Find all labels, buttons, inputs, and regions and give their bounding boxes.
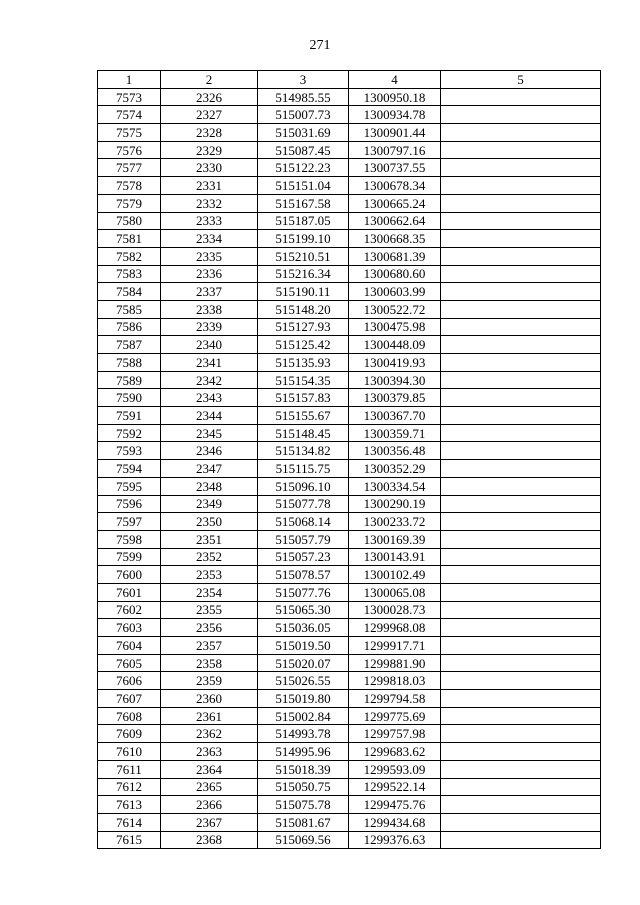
table-cell-col-5 — [441, 124, 601, 142]
table-cell-col-4: 1300662.64 — [349, 212, 441, 230]
table-cell-col-1: 7586 — [98, 318, 161, 336]
table-cell-col-3: 515187.05 — [258, 212, 349, 230]
table-cell-col-5 — [441, 247, 601, 265]
table-cell-col-1: 7611 — [98, 760, 161, 778]
table-cell-col-3: 515148.45 — [258, 424, 349, 442]
table-cell-col-5 — [441, 230, 601, 248]
table-cell-col-3: 515018.39 — [258, 760, 349, 778]
table-cell-col-4: 1300102.49 — [349, 566, 441, 584]
table-cell-col-5 — [441, 159, 601, 177]
table-cell-col-2: 2335 — [161, 247, 258, 265]
table-cell-col-3: 515190.11 — [258, 283, 349, 301]
table-header — [98, 71, 601, 89]
table-cell-col-3: 515155.67 — [258, 407, 349, 425]
table-cell-col-3: 515134.82 — [258, 442, 349, 460]
table-cell-col-3: 515019.80 — [258, 690, 349, 708]
table-cell-col-2: 2331 — [161, 177, 258, 195]
table-row — [98, 513, 601, 531]
table-cell-col-4: 1299757.98 — [349, 725, 441, 743]
table-cell-col-1: 7615 — [98, 831, 161, 849]
table-row — [98, 672, 601, 690]
table-row — [98, 495, 601, 513]
table-cell-col-2: 2328 — [161, 124, 258, 142]
table-cell-col-3: 515057.79 — [258, 530, 349, 548]
table-cell-col-5 — [441, 619, 601, 637]
table-cell-col-4: 1299794.58 — [349, 690, 441, 708]
table-cell-col-4: 1300359.71 — [349, 424, 441, 442]
table-cell-col-1: 7612 — [98, 778, 161, 796]
table-cell-col-5 — [441, 265, 601, 283]
table-cell-col-1: 7614 — [98, 813, 161, 831]
table-row — [98, 548, 601, 566]
table-row — [98, 690, 601, 708]
table-row — [98, 177, 601, 195]
table-cell-col-2: 2355 — [161, 601, 258, 619]
table-cell-col-3: 515002.84 — [258, 707, 349, 725]
table-cell-col-2: 2350 — [161, 513, 258, 531]
table-cell-col-4: 1300169.39 — [349, 530, 441, 548]
table-cell-col-4: 1300950.18 — [349, 88, 441, 106]
table-cell-col-3: 515135.93 — [258, 354, 349, 372]
table-cell-col-4: 1300901.44 — [349, 124, 441, 142]
table-cell-col-2: 2353 — [161, 566, 258, 584]
table-cell-col-3: 515122.23 — [258, 159, 349, 177]
table-cell-col-4: 1299683.62 — [349, 743, 441, 761]
table-cell-col-5 — [441, 530, 601, 548]
table-row — [98, 247, 601, 265]
table-row — [98, 831, 601, 849]
table-cell-col-1: 7589 — [98, 371, 161, 389]
table-cell-col-3: 515115.75 — [258, 460, 349, 478]
table-cell-col-1: 7604 — [98, 637, 161, 655]
table-cell-col-4: 1300356.48 — [349, 442, 441, 460]
table-cell-col-2: 2330 — [161, 159, 258, 177]
table-cell-col-3: 514993.78 — [258, 725, 349, 743]
table-row — [98, 583, 601, 601]
table-row — [98, 300, 601, 318]
table-cell-col-1: 7575 — [98, 124, 161, 142]
table-cell-col-1: 7610 — [98, 743, 161, 761]
table-cell-col-5 — [441, 796, 601, 814]
table-cell-col-5 — [441, 583, 601, 601]
table-cell-col-5 — [441, 672, 601, 690]
table-cell-col-3: 515151.04 — [258, 177, 349, 195]
table-cell-col-5 — [441, 177, 601, 195]
table-cell-col-4: 1300028.73 — [349, 601, 441, 619]
table-cell-col-1: 7573 — [98, 88, 161, 106]
table-cell-col-5 — [441, 354, 601, 372]
table-cell-col-5 — [441, 442, 601, 460]
table-row — [98, 389, 601, 407]
table-cell-col-1: 7599 — [98, 548, 161, 566]
table-cell-col-4: 1300290.19 — [349, 495, 441, 513]
table-cell-col-5 — [441, 725, 601, 743]
table-row — [98, 230, 601, 248]
table-cell-col-2: 2356 — [161, 619, 258, 637]
table-cell-col-2: 2352 — [161, 548, 258, 566]
table-row — [98, 566, 601, 584]
table-cell-col-1: 7582 — [98, 247, 161, 265]
coordinates-table — [97, 70, 601, 849]
table-cell-col-4: 1299917.71 — [349, 637, 441, 655]
table-cell-col-4: 1300367.70 — [349, 407, 441, 425]
table-cell-col-3: 515148.20 — [258, 300, 349, 318]
table-cell-col-1: 7608 — [98, 707, 161, 725]
table-row — [98, 212, 601, 230]
table-row — [98, 796, 601, 814]
table-row — [98, 194, 601, 212]
table-cell-col-5 — [441, 566, 601, 584]
table-cell-col-1: 7583 — [98, 265, 161, 283]
table-cell-col-1: 7574 — [98, 106, 161, 124]
table-cell-col-4: 1299818.03 — [349, 672, 441, 690]
table-cell-col-1: 7598 — [98, 530, 161, 548]
table-cell-col-2: 2341 — [161, 354, 258, 372]
table-cell-col-2: 2336 — [161, 265, 258, 283]
table-cell-col-1: 7587 — [98, 336, 161, 354]
table-cell-col-5 — [441, 495, 601, 513]
table-cell-col-1: 7603 — [98, 619, 161, 637]
table-cell-col-5 — [441, 336, 601, 354]
table-cell-col-1: 7600 — [98, 566, 161, 584]
table-cell-col-1: 7577 — [98, 159, 161, 177]
table-cell-col-4: 1299775.69 — [349, 707, 441, 725]
table-cell-col-3: 515068.14 — [258, 513, 349, 531]
table-cell-col-4: 1300233.72 — [349, 513, 441, 531]
table-cell-col-2: 2327 — [161, 106, 258, 124]
table-cell-col-4: 1300448.09 — [349, 336, 441, 354]
table-cell-col-4: 1299522.14 — [349, 778, 441, 796]
table-cell-col-4: 1300065.08 — [349, 583, 441, 601]
table-cell-col-3: 515081.67 — [258, 813, 349, 831]
table-cell-col-3: 515154.35 — [258, 371, 349, 389]
table-cell-col-3: 515019.50 — [258, 637, 349, 655]
table-cell-col-4: 1300678.34 — [349, 177, 441, 195]
table-cell-col-4: 1300379.85 — [349, 389, 441, 407]
table-cell-col-1: 7576 — [98, 141, 161, 159]
table-cell-col-2: 2349 — [161, 495, 258, 513]
table-cell-col-2: 2343 — [161, 389, 258, 407]
table-cell-col-1: 7579 — [98, 194, 161, 212]
header-cell-2: 2 — [161, 71, 258, 89]
table-cell-col-1: 7601 — [98, 583, 161, 601]
table-cell-col-2: 2346 — [161, 442, 258, 460]
table-cell-col-2: 2326 — [161, 88, 258, 106]
table-cell-col-4: 1300394.30 — [349, 371, 441, 389]
table-row — [98, 743, 601, 761]
table-cell-col-1: 7592 — [98, 424, 161, 442]
table-cell-col-4: 1299881.90 — [349, 654, 441, 672]
table-cell-col-1: 7613 — [98, 796, 161, 814]
table-cell-col-3: 515007.73 — [258, 106, 349, 124]
page-number: 271 — [309, 38, 331, 53]
table-cell-col-1: 7607 — [98, 690, 161, 708]
table-cell-col-5 — [441, 106, 601, 124]
table-cell-col-1: 7594 — [98, 460, 161, 478]
table-row — [98, 354, 601, 372]
table-cell-col-5 — [441, 194, 601, 212]
table-cell-col-4: 1300934.78 — [349, 106, 441, 124]
table-cell-col-5 — [441, 389, 601, 407]
table-cell-col-2: 2333 — [161, 212, 258, 230]
table-row — [98, 265, 601, 283]
table-cell-col-5 — [441, 407, 601, 425]
table-row — [98, 336, 601, 354]
table-row — [98, 778, 601, 796]
table-cell-col-3: 515031.69 — [258, 124, 349, 142]
table-cell-col-1: 7595 — [98, 477, 161, 495]
table-cell-col-4: 1300352.29 — [349, 460, 441, 478]
table-cell-col-2: 2338 — [161, 300, 258, 318]
header-cell-1: 1 — [98, 71, 161, 89]
table-cell-col-3: 514985.55 — [258, 88, 349, 106]
table-cell-col-1: 7602 — [98, 601, 161, 619]
table-cell-col-3: 515077.78 — [258, 495, 349, 513]
table-cell-col-3: 515167.58 — [258, 194, 349, 212]
table-cell-col-2: 2357 — [161, 637, 258, 655]
table-cell-col-1: 7597 — [98, 513, 161, 531]
table-cell-col-1: 7605 — [98, 654, 161, 672]
table-row — [98, 424, 601, 442]
table-cell-col-2: 2332 — [161, 194, 258, 212]
table-cell-col-1: 7584 — [98, 283, 161, 301]
table-cell-col-2: 2339 — [161, 318, 258, 336]
table-cell-col-2: 2358 — [161, 654, 258, 672]
table-cell-col-2: 2366 — [161, 796, 258, 814]
table-cell-col-1: 7588 — [98, 354, 161, 372]
table-cell-col-3: 515036.05 — [258, 619, 349, 637]
table-cell-col-5 — [441, 690, 601, 708]
table-cell-col-5 — [441, 513, 601, 531]
table-cell-col-3: 515069.56 — [258, 831, 349, 849]
table-cell-col-5 — [441, 212, 601, 230]
table-row — [98, 141, 601, 159]
table-cell-col-4: 1299968.08 — [349, 619, 441, 637]
table-row — [98, 654, 601, 672]
table-cell-col-3: 515096.10 — [258, 477, 349, 495]
table-row — [98, 707, 601, 725]
table-cell-col-4: 1300475.98 — [349, 318, 441, 336]
table-cell-col-3: 515199.10 — [258, 230, 349, 248]
table-cell-col-5 — [441, 141, 601, 159]
table-cell-col-4: 1300668.35 — [349, 230, 441, 248]
table-cell-col-4: 1300797.16 — [349, 141, 441, 159]
table-cell-col-3: 515075.78 — [258, 796, 349, 814]
table-cell-col-2: 2329 — [161, 141, 258, 159]
table-row — [98, 88, 601, 106]
table-row — [98, 813, 601, 831]
table-row — [98, 601, 601, 619]
table-row — [98, 477, 601, 495]
table-cell-col-5 — [441, 760, 601, 778]
table-row — [98, 460, 601, 478]
table-cell-col-5 — [441, 548, 601, 566]
table-cell-col-1: 7593 — [98, 442, 161, 460]
table-cell-col-1: 7606 — [98, 672, 161, 690]
table-cell-col-5 — [441, 601, 601, 619]
table-cell-col-2: 2344 — [161, 407, 258, 425]
table-cell-col-4: 1300681.39 — [349, 247, 441, 265]
table-cell-col-3: 515057.23 — [258, 548, 349, 566]
table-row — [98, 619, 601, 637]
table-cell-col-5 — [441, 637, 601, 655]
table-cell-col-1: 7591 — [98, 407, 161, 425]
table-cell-col-4: 1300334.54 — [349, 477, 441, 495]
table-cell-col-5 — [441, 813, 601, 831]
table-cell-col-1: 7585 — [98, 300, 161, 318]
table-cell-col-3: 515020.07 — [258, 654, 349, 672]
table-cell-col-2: 2347 — [161, 460, 258, 478]
table-cell-col-4: 1300603.99 — [349, 283, 441, 301]
table-cell-col-2: 2334 — [161, 230, 258, 248]
table-cell-col-5 — [441, 371, 601, 389]
table-cell-col-3: 515210.51 — [258, 247, 349, 265]
table-cell-col-2: 2354 — [161, 583, 258, 601]
table-cell-col-4: 1300522.72 — [349, 300, 441, 318]
table-cell-col-2: 2342 — [161, 371, 258, 389]
table-body — [98, 88, 601, 849]
table-cell-col-3: 515157.83 — [258, 389, 349, 407]
table-cell-col-2: 2348 — [161, 477, 258, 495]
table-cell-col-2: 2362 — [161, 725, 258, 743]
table-cell-col-4: 1299593.09 — [349, 760, 441, 778]
table-cell-col-3: 514995.96 — [258, 743, 349, 761]
table-cell-col-1: 7590 — [98, 389, 161, 407]
table-cell-col-4: 1300665.24 — [349, 194, 441, 212]
table-cell-col-5 — [441, 743, 601, 761]
table-cell-col-3: 515125.42 — [258, 336, 349, 354]
table-row — [98, 371, 601, 389]
table-cell-col-4: 1300143.91 — [349, 548, 441, 566]
header-cell-5: 5 — [441, 71, 601, 89]
table-cell-col-5 — [441, 654, 601, 672]
table-cell-col-3: 515026.55 — [258, 672, 349, 690]
table-cell-col-2: 2364 — [161, 760, 258, 778]
table-cell-col-5 — [441, 300, 601, 318]
table-cell-col-2: 2360 — [161, 690, 258, 708]
table-cell-col-1: 7609 — [98, 725, 161, 743]
table-row — [98, 725, 601, 743]
table-cell-col-5 — [441, 778, 601, 796]
table-cell-col-5 — [441, 318, 601, 336]
table-row — [98, 407, 601, 425]
table-cell-col-1: 7580 — [98, 212, 161, 230]
table-row — [98, 124, 601, 142]
table-cell-col-3: 515050.75 — [258, 778, 349, 796]
table-cell-col-5 — [441, 424, 601, 442]
table-cell-col-2: 2345 — [161, 424, 258, 442]
table-cell-col-1: 7578 — [98, 177, 161, 195]
table-row — [98, 637, 601, 655]
table-cell-col-5 — [441, 460, 601, 478]
table-cell-col-2: 2351 — [161, 530, 258, 548]
table-cell-col-2: 2367 — [161, 813, 258, 831]
table-cell-col-5 — [441, 831, 601, 849]
table-cell-col-4: 1300737.55 — [349, 159, 441, 177]
table-row — [98, 283, 601, 301]
table-row — [98, 318, 601, 336]
table-cell-col-1: 7581 — [98, 230, 161, 248]
header-cell-4: 4 — [349, 71, 441, 89]
table-cell-col-5 — [441, 283, 601, 301]
table-cell-col-3: 515078.57 — [258, 566, 349, 584]
table-cell-col-2: 2361 — [161, 707, 258, 725]
table-cell-col-2: 2363 — [161, 743, 258, 761]
table-cell-col-2: 2359 — [161, 672, 258, 690]
table-cell-col-4: 1299475.76 — [349, 796, 441, 814]
table-cell-col-3: 515216.34 — [258, 265, 349, 283]
table-cell-col-4: 1300419.93 — [349, 354, 441, 372]
table-cell-col-3: 515087.45 — [258, 141, 349, 159]
table-cell-col-3: 515077.76 — [258, 583, 349, 601]
table-cell-col-4: 1299434.68 — [349, 813, 441, 831]
table-cell-col-4: 1300680.60 — [349, 265, 441, 283]
table-cell-col-5 — [441, 88, 601, 106]
table-cell-col-2: 2365 — [161, 778, 258, 796]
table-cell-col-5 — [441, 477, 601, 495]
table-cell-col-3: 515065.30 — [258, 601, 349, 619]
header-row — [98, 71, 601, 89]
table-cell-col-5 — [441, 707, 601, 725]
table-row — [98, 442, 601, 460]
table-row — [98, 106, 601, 124]
header-cell-3: 3 — [258, 71, 349, 89]
table-cell-col-3: 515127.93 — [258, 318, 349, 336]
table-row — [98, 760, 601, 778]
table-cell-col-2: 2337 — [161, 283, 258, 301]
table-cell-col-1: 7596 — [98, 495, 161, 513]
table-row — [98, 159, 601, 177]
table-cell-col-2: 2340 — [161, 336, 258, 354]
table-row — [98, 530, 601, 548]
table-cell-col-4: 1299376.63 — [349, 831, 441, 849]
table-cell-col-2: 2368 — [161, 831, 258, 849]
